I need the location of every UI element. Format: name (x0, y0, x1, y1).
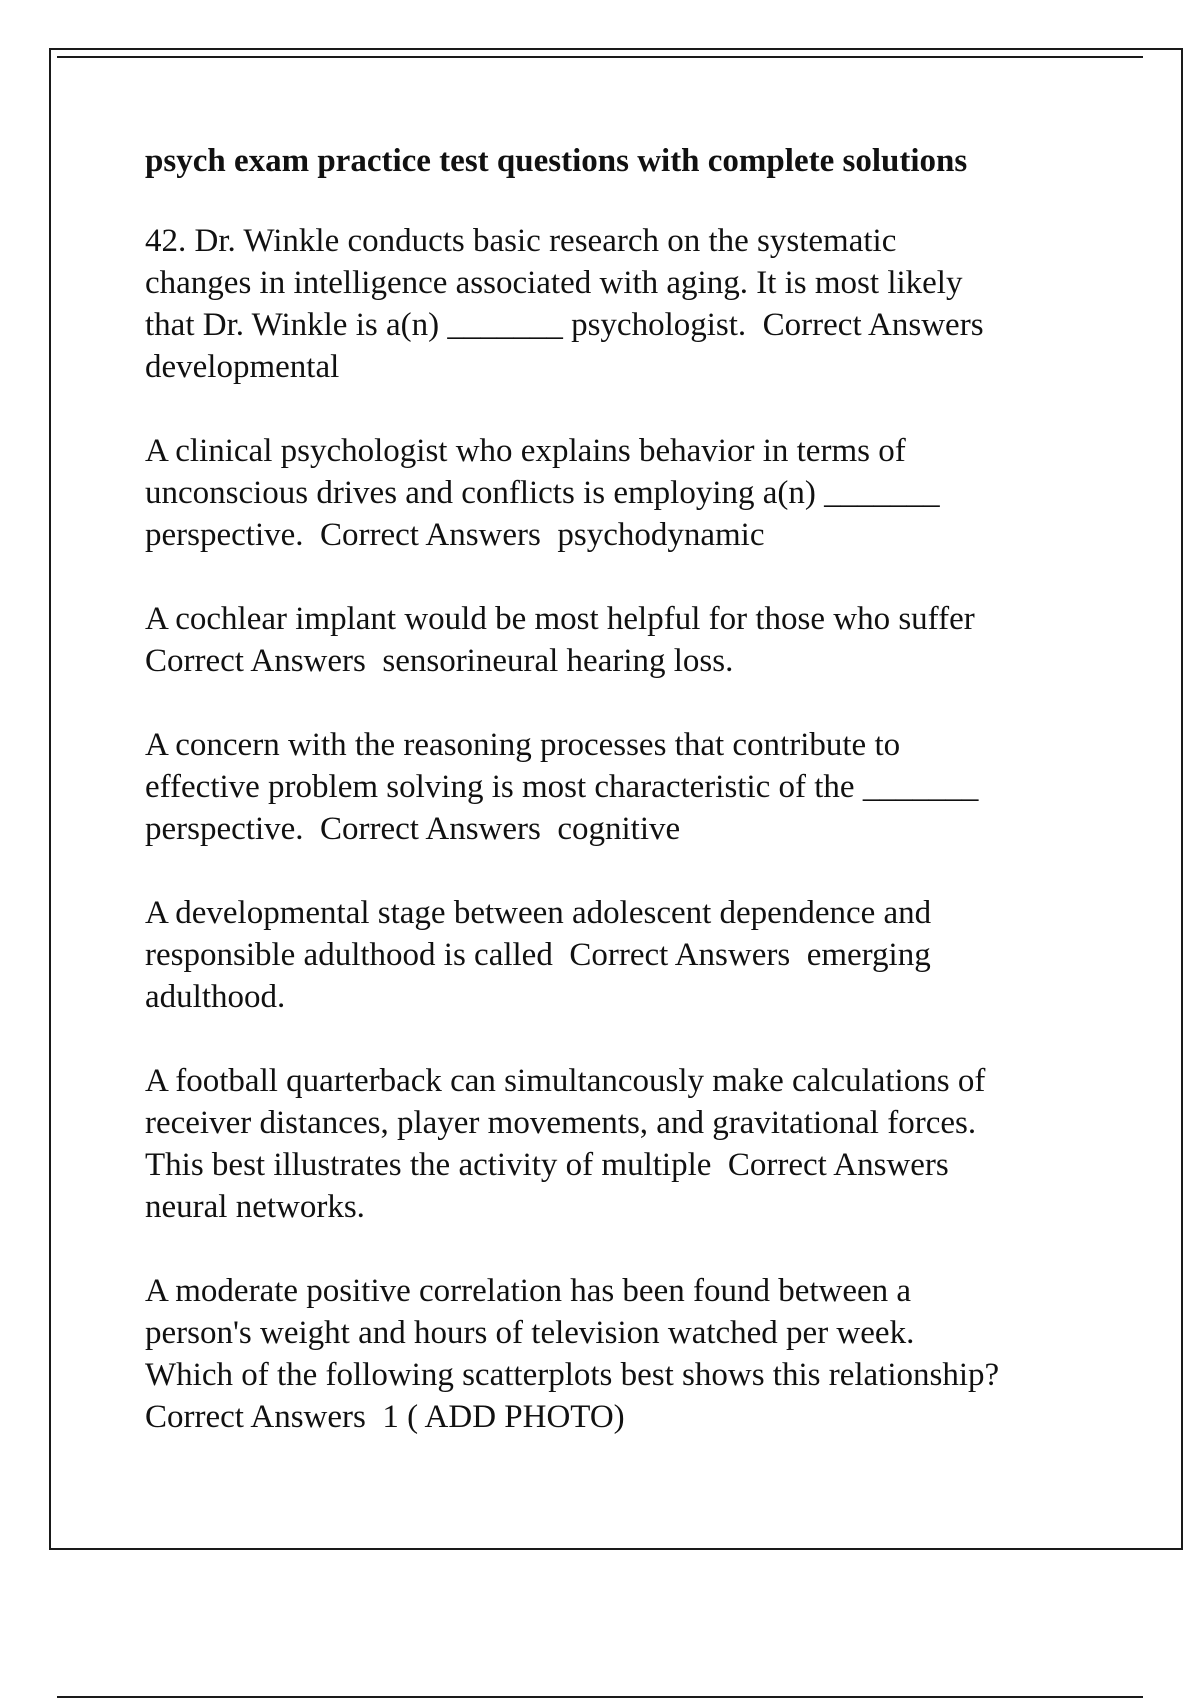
top-rule (57, 56, 1143, 58)
qa-item-3: A cochlear implant would be most helpful for those who suffer Correct Answers sensorineural hearing loss. (145, 601, 975, 679)
qa-item-1: 42. Dr. Winkle conducts basic research on the systematic changes in intelligence associated with aging. It is most likely that Dr. Winkle is a(n) _______ psychologist. Correct Answers developmental (145, 223, 984, 385)
qa-item-7: A moderate positive correlation has been found between a person's weight and hours of television watched per week. Which of the following scatterplots best shows this relationship? Correct Answers 1 ( ADD PHOTO) (145, 1273, 1000, 1435)
bottom-rule (57, 1696, 1143, 1698)
document-title: psych exam practice test questions with complete solutions (145, 143, 968, 179)
qa-item-6: A football quarterback can simultancously make calculations of receiver distances, player movements, and gravitational forces. This best illustrates the activity of multiple Correct Answers neural networks. (145, 1063, 986, 1225)
qa-item-4: A concern with the reasoning processes that contribute to effective problem solving is most characteristic of the _______ perspective. Correct Answers cognitive (145, 727, 979, 847)
qa-item-2: A clinical psychologist who explains behavior in terms of unconscious drives and conflicts is employing a(n) _______ perspective. Correct Answers psychodynamic (145, 433, 940, 553)
qa-item-5: A developmental stage between adolescent dependence and responsible adulthood is called Correct Answers emerging adulthood. (145, 895, 932, 1015)
document-body (145, 140, 1105, 1480)
